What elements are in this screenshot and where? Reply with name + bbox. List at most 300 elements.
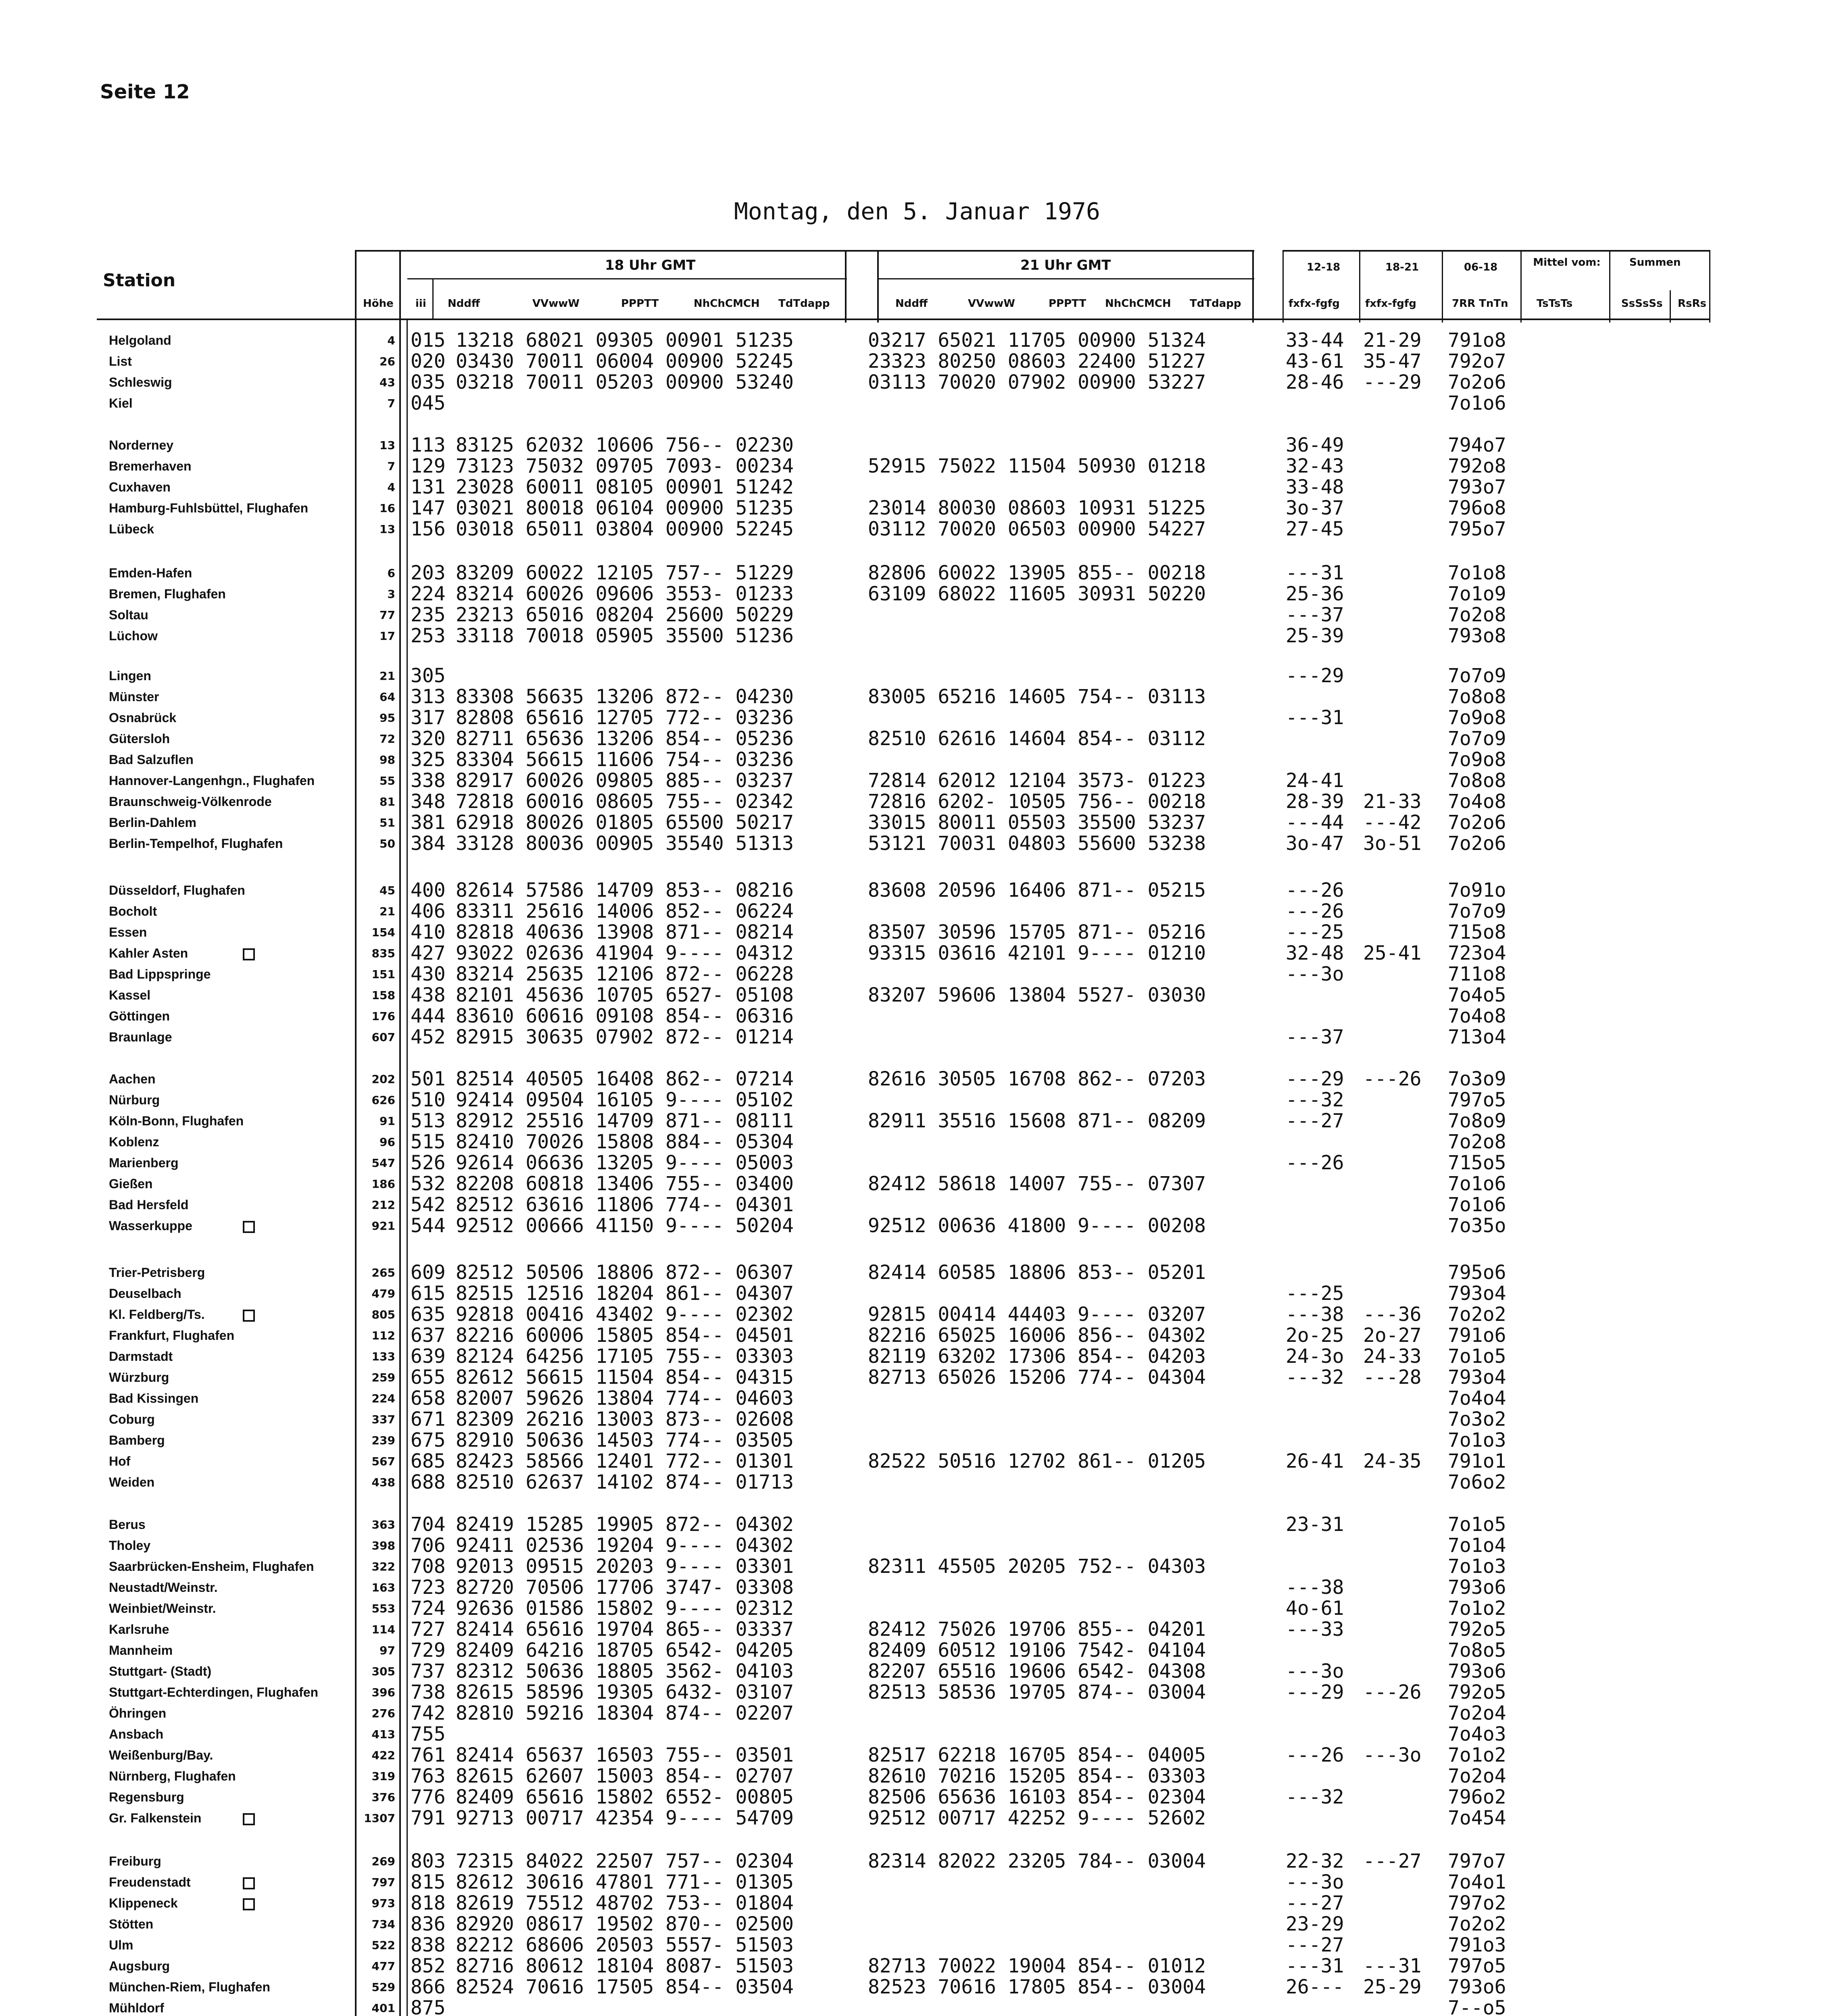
- station-hoehe: 1307: [364, 1812, 395, 1825]
- open-square-icon: [243, 1877, 255, 1889]
- obs-18-utc: 83304 56615 11606 754-- 03236: [456, 748, 794, 771]
- precip-06-18: 794o7: [1448, 434, 1506, 456]
- station-name: Marienberg: [109, 1156, 179, 1170]
- obs-18-utc: 83311 25616 14006 852-- 06224: [456, 900, 794, 923]
- precip-06-18: 7o1o2: [1448, 1744, 1506, 1766]
- header-hoehe: Höhe: [363, 298, 394, 310]
- column-rule-stats-5: [1609, 250, 1610, 323]
- station-iii: 727: [411, 1618, 446, 1641]
- station-iii: 203: [411, 562, 446, 584]
- obs-18-utc: 92414 09504 16105 9---- 05102: [456, 1089, 794, 1111]
- table-row: [0, 770, 1835, 791]
- station-hoehe: 626: [371, 1093, 395, 1107]
- precip-06-18: 7o7o9: [1448, 727, 1506, 750]
- open-square-icon: [243, 1221, 255, 1233]
- table-row: [0, 1640, 1835, 1661]
- station-iii: 544: [411, 1214, 446, 1237]
- header-mittel: Mittel vom:: [1533, 256, 1601, 269]
- station-name: Karlsruhe: [109, 1622, 169, 1637]
- obs-21-utc: 92512 00717 42252 9---- 52602: [868, 1807, 1206, 1829]
- obs-18-utc: 82007 59626 13804 774-- 04603: [456, 1387, 794, 1410]
- obs-18-utc: 83214 60026 09606 3553- 01233: [456, 583, 794, 605]
- station-hoehe: 7: [387, 460, 395, 473]
- obs-21-utc: 82523 70616 17805 854-- 03004: [868, 1976, 1206, 1998]
- gust-12-18: 25-36: [1286, 583, 1344, 605]
- table-row: [0, 1388, 1835, 1409]
- page-number: Seite 12: [100, 81, 190, 103]
- station-iii: 305: [411, 664, 446, 687]
- gust-12-18: ---25: [1286, 1282, 1344, 1305]
- table-row: [0, 1976, 1835, 1998]
- header-summen: Summen: [1629, 256, 1681, 269]
- table-row: [0, 1472, 1835, 1493]
- station-iii: 224: [411, 583, 446, 605]
- station-name: Hamburg-Fuhlsbüttel, Flughafen: [109, 501, 309, 515]
- gust-12-18: ---27: [1286, 1892, 1344, 1914]
- precip-06-18: 7o7o9: [1448, 664, 1506, 687]
- obs-18-utc: 92013 09515 20203 9---- 03301: [456, 1555, 794, 1578]
- station-iii: 738: [411, 1681, 446, 1704]
- obs-18-utc: 92636 01586 15802 9---- 02312: [456, 1597, 794, 1620]
- station-hoehe: 6: [387, 566, 395, 580]
- precip-06-18: 797o2: [1448, 1892, 1506, 1914]
- station-hoehe: 4: [387, 481, 395, 494]
- station-iii: 526: [411, 1152, 446, 1174]
- station-hoehe: 154: [371, 926, 395, 939]
- station-hoehe: 202: [371, 1073, 395, 1086]
- gust-12-18: ---37: [1286, 604, 1344, 626]
- station-hoehe: 133: [371, 1350, 395, 1363]
- station-hoehe: 734: [371, 1918, 395, 1931]
- obs-18-utc: 23028 60011 08105 00901 51242: [456, 476, 794, 498]
- obs-18-utc: 82414 65637 16503 755-- 03501: [456, 1744, 794, 1766]
- gust-12-18: ---38: [1286, 1303, 1344, 1326]
- station-name: Weinbiet/Weinstr.: [109, 1601, 216, 1616]
- station-iii: 045: [411, 392, 446, 414]
- precip-06-18: 7o1o3: [1448, 1429, 1506, 1452]
- obs-21-utc: 72814 62012 12104 3573- 01223: [868, 769, 1206, 792]
- header-range-3-sub: 7RR TnTn: [1452, 298, 1508, 310]
- header-bottom-rule: [97, 319, 1710, 320]
- table-row: [0, 1283, 1835, 1304]
- station-hoehe: 438: [371, 1476, 395, 1489]
- obs-18-utc: 23213 65016 08204 25600 50229: [456, 604, 794, 626]
- obs-18-utc: 92614 06636 13205 9---- 05003: [456, 1152, 794, 1174]
- obs-18-utc: 82524 70616 17505 854-- 03504: [456, 1976, 794, 1998]
- station-iii: 147: [411, 497, 446, 519]
- station-hoehe: 72: [380, 732, 395, 746]
- station-hoehe: 96: [380, 1135, 395, 1149]
- station-name: Emden-Hafen: [109, 566, 192, 580]
- gust-12-18: ---3o: [1286, 1871, 1344, 1893]
- column-rule-stats-6: [1670, 290, 1671, 323]
- station-name: Ulm: [109, 1938, 133, 1952]
- station-iii: 427: [411, 942, 446, 964]
- station-name: Stötten: [109, 1917, 154, 1931]
- precip-06-18: 7o1o6: [1448, 392, 1506, 414]
- gust-12-18: ---31: [1286, 1955, 1344, 1977]
- station-iii: 637: [411, 1324, 446, 1347]
- obs-18-utc: 13218 68021 09305 00901 51235: [456, 329, 794, 352]
- obs-18-utc: 82619 75512 48702 753-- 01804: [456, 1892, 794, 1914]
- gust-12-18: 23-31: [1286, 1513, 1344, 1536]
- station-hoehe: 43: [380, 376, 395, 389]
- obs-18-utc: 03018 65011 03804 00900 52245: [456, 518, 794, 540]
- station-name: Schleswig: [109, 375, 172, 389]
- obs-18-utc: 03430 70011 06004 00900 52245: [456, 350, 794, 373]
- precip-06-18: 797o5: [1448, 1955, 1506, 1977]
- station-name: Koblenz: [109, 1135, 159, 1149]
- table-row: [0, 1304, 1835, 1325]
- station-iii: 838: [411, 1934, 446, 1956]
- station-name: Regensburg: [109, 1790, 184, 1804]
- obs-21-utc: 03217 65021 11705 00900 51324: [868, 329, 1206, 352]
- station-iii: 791: [411, 1807, 446, 1829]
- gust-12-18: ---31: [1286, 562, 1344, 584]
- station-hoehe: 269: [371, 1855, 395, 1868]
- obs-21-utc: 82517 62218 16705 854-- 04005: [868, 1744, 1206, 1766]
- obs-18-utc: 33128 80036 00905 35540 51313: [456, 832, 794, 855]
- page-title: Montag, den 5. Januar 1976: [734, 198, 1100, 225]
- gust-18-21: ---26: [1363, 1681, 1422, 1704]
- obs-21-utc: 93315 03616 42101 9---- 01210: [868, 942, 1206, 964]
- station-iii: 515: [411, 1131, 446, 1153]
- obs-18-utc: 82312 50636 18805 3562- 04103: [456, 1660, 794, 1683]
- obs-18-utc: 83308 56635 13206 872-- 04230: [456, 685, 794, 708]
- open-square-icon: [243, 948, 255, 960]
- precip-06-18: 7o4o1: [1448, 1871, 1506, 1893]
- station-iii: 639: [411, 1345, 446, 1368]
- station-hoehe: 553: [371, 1602, 395, 1615]
- gust-12-18: ---38: [1286, 1576, 1344, 1599]
- precip-06-18: 7o8o8: [1448, 769, 1506, 792]
- open-square-icon: [243, 1310, 255, 1322]
- station-name: Gütersloh: [109, 731, 170, 746]
- station-iii: 338: [411, 769, 446, 792]
- table-row: [0, 1956, 1835, 1977]
- station-hoehe: 55: [380, 774, 395, 787]
- precip-06-18: 7o2o4: [1448, 1702, 1506, 1724]
- gust-18-21: 24-33: [1363, 1345, 1422, 1368]
- column-rule-18-end: [845, 250, 847, 323]
- table-row: [0, 519, 1835, 540]
- open-square-icon: [243, 1813, 255, 1825]
- obs-18-utc: 92512 00666 41150 9---- 50204: [456, 1214, 794, 1237]
- gust-18-21: 21-29: [1363, 329, 1422, 352]
- station-iii: 501: [411, 1068, 446, 1090]
- obs-21-utc: 63109 68022 11605 30931 50220: [868, 583, 1206, 605]
- station-hoehe: 158: [371, 989, 395, 1002]
- header-18-col-1: Nddff: [448, 298, 480, 310]
- station-iii: 317: [411, 706, 446, 729]
- obs-21-utc: 82412 58618 14007 755-- 07307: [868, 1173, 1206, 1195]
- station-name: Gießen: [109, 1177, 153, 1191]
- gust-12-18: ---31: [1286, 706, 1344, 729]
- table-row: [0, 456, 1835, 477]
- gust-18-21: 25-29: [1363, 1976, 1422, 1998]
- station-name: Nürburg: [109, 1093, 160, 1107]
- obs-18-utc: 82212 68606 20503 5557- 51503: [456, 1934, 794, 1956]
- table-row: [0, 1110, 1835, 1132]
- station-name: Augsburg: [109, 1959, 170, 1973]
- station-iii: 875: [411, 1997, 446, 2016]
- station-iii: 400: [411, 879, 446, 902]
- precip-06-18: 713o4: [1448, 1026, 1506, 1048]
- station-name: Göttingen: [109, 1009, 170, 1023]
- station-iii: 704: [411, 1513, 446, 1536]
- table-row: [0, 985, 1835, 1006]
- precip-06-18: 792o8: [1448, 455, 1506, 477]
- table-row: [0, 1914, 1835, 1935]
- station-name: Bad Lippspringe: [109, 967, 211, 981]
- station-iii: 325: [411, 748, 446, 771]
- precip-06-18: 7o4o8: [1448, 1005, 1506, 1027]
- header-21-col-1: Nddff: [895, 298, 928, 310]
- table-row: [0, 1556, 1835, 1577]
- obs-18-utc: 82124 64256 17105 755-- 03303: [456, 1345, 794, 1368]
- gust-12-18: 43-61: [1286, 350, 1344, 373]
- station-name: Braunlage: [109, 1030, 172, 1044]
- obs-18-utc: 82409 64216 18705 6542- 04205: [456, 1639, 794, 1662]
- table-row: [0, 1194, 1835, 1216]
- table-row: [0, 1325, 1835, 1346]
- obs-18-utc: 93022 02636 41904 9---- 04312: [456, 942, 794, 964]
- obs-18-utc: 92411 02536 19204 9---- 04302: [456, 1534, 794, 1557]
- station-iii: 313: [411, 685, 446, 708]
- header-21-col-5: TdTdapp: [1190, 298, 1241, 310]
- station-iii: 513: [411, 1110, 446, 1132]
- station-iii: 737: [411, 1660, 446, 1683]
- table-row: [0, 1215, 1835, 1237]
- station-iii: 742: [411, 1702, 446, 1724]
- header-21-col-2: VVwwW: [968, 298, 1015, 310]
- precip-06-18: 711o8: [1448, 963, 1506, 985]
- column-rule-stats-2: [1359, 250, 1360, 323]
- station-iii: 671: [411, 1408, 446, 1431]
- gust-12-18: ---32: [1286, 1786, 1344, 1808]
- station-hoehe: 376: [371, 1791, 395, 1804]
- open-square-icon: [243, 1898, 255, 1910]
- gust-12-18: 2o-25: [1286, 1324, 1344, 1347]
- obs-18-utc: 82818 40636 13908 871-- 08214: [456, 921, 794, 943]
- obs-18-utc: 72315 84022 22507 757-- 02304: [456, 1850, 794, 1872]
- station-iii: 655: [411, 1366, 446, 1389]
- obs-18-utc: 33118 70018 05905 35500 51236: [456, 625, 794, 647]
- precip-06-18: 7o1o3: [1448, 1555, 1506, 1578]
- gust-12-18: 24-3o: [1286, 1345, 1344, 1368]
- precip-06-18: 7o9o8: [1448, 706, 1506, 729]
- header-iii: iii: [415, 298, 426, 310]
- obs-18-utc: 82208 60818 13406 755-- 03400: [456, 1173, 794, 1195]
- station-iii: 729: [411, 1639, 446, 1662]
- station-iii: 542: [411, 1193, 446, 1216]
- gust-18-21: 21-33: [1363, 790, 1422, 813]
- gust-18-21: ---3o: [1363, 1744, 1422, 1766]
- precip-06-18: 7o35o: [1448, 1214, 1506, 1237]
- gust-12-18: 36-49: [1286, 434, 1344, 456]
- station-name: Essen: [109, 925, 147, 939]
- station-iii: 035: [411, 371, 446, 394]
- header-21-col-4: NhChCMCH: [1105, 298, 1171, 310]
- station-name: Osnabrück: [109, 710, 177, 725]
- table-row: [0, 1006, 1835, 1027]
- header-18-uhr: 18 Uhr GMT: [605, 257, 696, 273]
- column-rule-stats-7: [1709, 250, 1710, 323]
- table-row: [0, 604, 1835, 626]
- precip-06-18: 792o5: [1448, 1681, 1506, 1704]
- obs-18-utc: 82915 30635 07902 872-- 01214: [456, 1026, 794, 1048]
- gust-12-18: 28-39: [1286, 790, 1344, 813]
- precip-06-18: 793o7: [1448, 476, 1506, 498]
- gust-12-18: ---3o: [1286, 963, 1344, 985]
- table-row: [0, 351, 1835, 372]
- station-hoehe: 529: [371, 1981, 395, 1994]
- station-name: Lübeck: [109, 522, 154, 536]
- station-name: Bremen, Flughafen: [109, 587, 226, 601]
- precip-06-18: 7o1o8: [1448, 562, 1506, 584]
- station-hoehe: 797: [371, 1876, 395, 1889]
- station-iii: 406: [411, 900, 446, 923]
- table-row: [0, 922, 1835, 943]
- station-hoehe: 151: [371, 968, 395, 981]
- obs-21-utc: 82409 60512 19106 7542- 04104: [868, 1639, 1206, 1662]
- station-iii: 724: [411, 1597, 446, 1620]
- station-iii: 020: [411, 350, 446, 373]
- station-iii: 348: [411, 790, 446, 813]
- station-iii: 818: [411, 1892, 446, 1914]
- table-row: [0, 1367, 1835, 1388]
- station-iii: 113: [411, 434, 446, 456]
- station-iii: 815: [411, 1871, 446, 1893]
- precip-06-18: 796o8: [1448, 497, 1506, 519]
- station-iii: 706: [411, 1534, 446, 1557]
- station-hoehe: 13: [380, 439, 395, 452]
- station-name: Helgoland: [109, 333, 171, 348]
- table-row: [0, 665, 1835, 687]
- table-row: [0, 1851, 1835, 1872]
- header-mid-rule: [407, 278, 847, 279]
- station-name: Hof: [109, 1454, 131, 1468]
- table-row: [0, 1724, 1835, 1745]
- obs-18-utc: 83125 62032 10606 756-- 02230: [456, 434, 794, 456]
- station-hoehe: 305: [371, 1665, 395, 1678]
- station-hoehe: 224: [371, 1392, 395, 1405]
- station-name: Neustadt/Weinstr.: [109, 1580, 218, 1595]
- station-name: Münster: [109, 689, 159, 704]
- obs-18-utc: 92818 00416 43402 9---- 02302: [456, 1303, 794, 1326]
- table-row: [0, 1027, 1835, 1048]
- table-row: [0, 964, 1835, 985]
- table-row: [0, 901, 1835, 922]
- obs-18-utc: 82410 70026 15808 884-- 05304: [456, 1131, 794, 1153]
- obs-18-utc: 03218 70011 05203 00900 53240: [456, 371, 794, 394]
- gust-12-18: ---26: [1286, 879, 1344, 902]
- header-top-rule-21: [843, 250, 1254, 252]
- station-name: Coburg: [109, 1412, 155, 1427]
- header-range-1: 12-18: [1307, 261, 1341, 273]
- station-name: Würzburg: [109, 1370, 169, 1385]
- station-hoehe: 17: [380, 629, 395, 643]
- precip-06-18: 7o1o5: [1448, 1513, 1506, 1536]
- station-name: Berlin-Tempelhof, Flughafen: [109, 836, 283, 851]
- gust-12-18: ---33: [1286, 1618, 1344, 1641]
- header-sub-s: SsSsSs: [1621, 298, 1663, 310]
- obs-18-utc: 82720 70506 17706 3747- 03308: [456, 1576, 794, 1599]
- precip-06-18: 7o2o6: [1448, 811, 1506, 834]
- column-rule-stats-3: [1442, 250, 1443, 323]
- gust-18-21: 25-41: [1363, 942, 1422, 964]
- precip-06-18: 7o454: [1448, 1807, 1506, 1829]
- gust-12-18: ---26: [1286, 1152, 1344, 1174]
- station-name: Kahler Asten: [109, 946, 188, 960]
- station-name: Freiburg: [109, 1854, 161, 1868]
- station-name: List: [109, 354, 132, 369]
- precip-06-18: 7o8o8: [1448, 685, 1506, 708]
- gust-12-18: ---27: [1286, 1110, 1344, 1132]
- table-row: [0, 1997, 1835, 2016]
- station-hoehe: 477: [371, 1960, 395, 1973]
- station-hoehe: 401: [371, 2001, 395, 2015]
- precip-06-18: 7o1o6: [1448, 1173, 1506, 1195]
- station-iii: 803: [411, 1850, 446, 1872]
- station-name: Bocholt: [109, 904, 157, 918]
- station-hoehe: 45: [380, 884, 395, 897]
- station-name: Lüchow: [109, 629, 158, 643]
- header-range-2: 18-21: [1385, 261, 1419, 273]
- table-row: [0, 1872, 1835, 1893]
- precip-06-18: 7--o5: [1448, 1997, 1506, 2016]
- gust-12-18: ---32: [1286, 1366, 1344, 1389]
- station-hoehe: 363: [371, 1518, 395, 1531]
- gust-12-18: 23-29: [1286, 1913, 1344, 1935]
- header-18-col-4: NhChCMCH: [694, 298, 760, 310]
- table-row: [0, 833, 1835, 854]
- obs-18-utc: 82808 65616 12705 772-- 03236: [456, 706, 794, 729]
- station-iii: 384: [411, 832, 446, 855]
- table-row: [0, 1514, 1835, 1535]
- station-name: Gr. Falkenstein: [109, 1811, 202, 1825]
- station-hoehe: 95: [380, 711, 395, 725]
- obs-21-utc: 83207 59606 13804 5527- 03030: [868, 984, 1206, 1006]
- table-row: [0, 1131, 1835, 1153]
- table-row: [0, 943, 1835, 964]
- gust-12-18: ---37: [1286, 1026, 1344, 1048]
- precip-06-18: 7o6o2: [1448, 1471, 1506, 1493]
- obs-18-utc: 82614 57586 14709 853-- 08216: [456, 879, 794, 902]
- table-row: [0, 1745, 1835, 1766]
- table-row: [0, 1262, 1835, 1283]
- station-name: Frankfurt, Flughafen: [109, 1328, 235, 1343]
- gust-18-21: ---42: [1363, 811, 1422, 834]
- station-hoehe: 16: [380, 502, 395, 515]
- table-row: [0, 1935, 1835, 1956]
- precip-06-18: 7o3o9: [1448, 1068, 1506, 1090]
- obs-18-utc: 92713 00717 42354 9---- 54709: [456, 1807, 794, 1829]
- station-name: Kassel: [109, 988, 151, 1002]
- obs-21-utc: 82414 60585 18806 853-- 05201: [868, 1261, 1206, 1284]
- precip-06-18: 7o2o6: [1448, 832, 1506, 855]
- station-iii: 510: [411, 1089, 446, 1111]
- gust-12-18: ---32: [1286, 1089, 1344, 1111]
- precip-06-18: 7o4o3: [1448, 1723, 1506, 1745]
- station-iii: 532: [411, 1173, 446, 1195]
- obs-21-utc: 23323 80250 08603 22400 51227: [868, 350, 1206, 373]
- station-hoehe: 265: [371, 1266, 395, 1279]
- obs-18-utc: 82615 62607 15003 854-- 02707: [456, 1765, 794, 1787]
- table-row: [0, 477, 1835, 498]
- obs-21-utc: 23014 80030 08603 10931 51225: [868, 497, 1206, 519]
- station-iii: 723: [411, 1576, 446, 1599]
